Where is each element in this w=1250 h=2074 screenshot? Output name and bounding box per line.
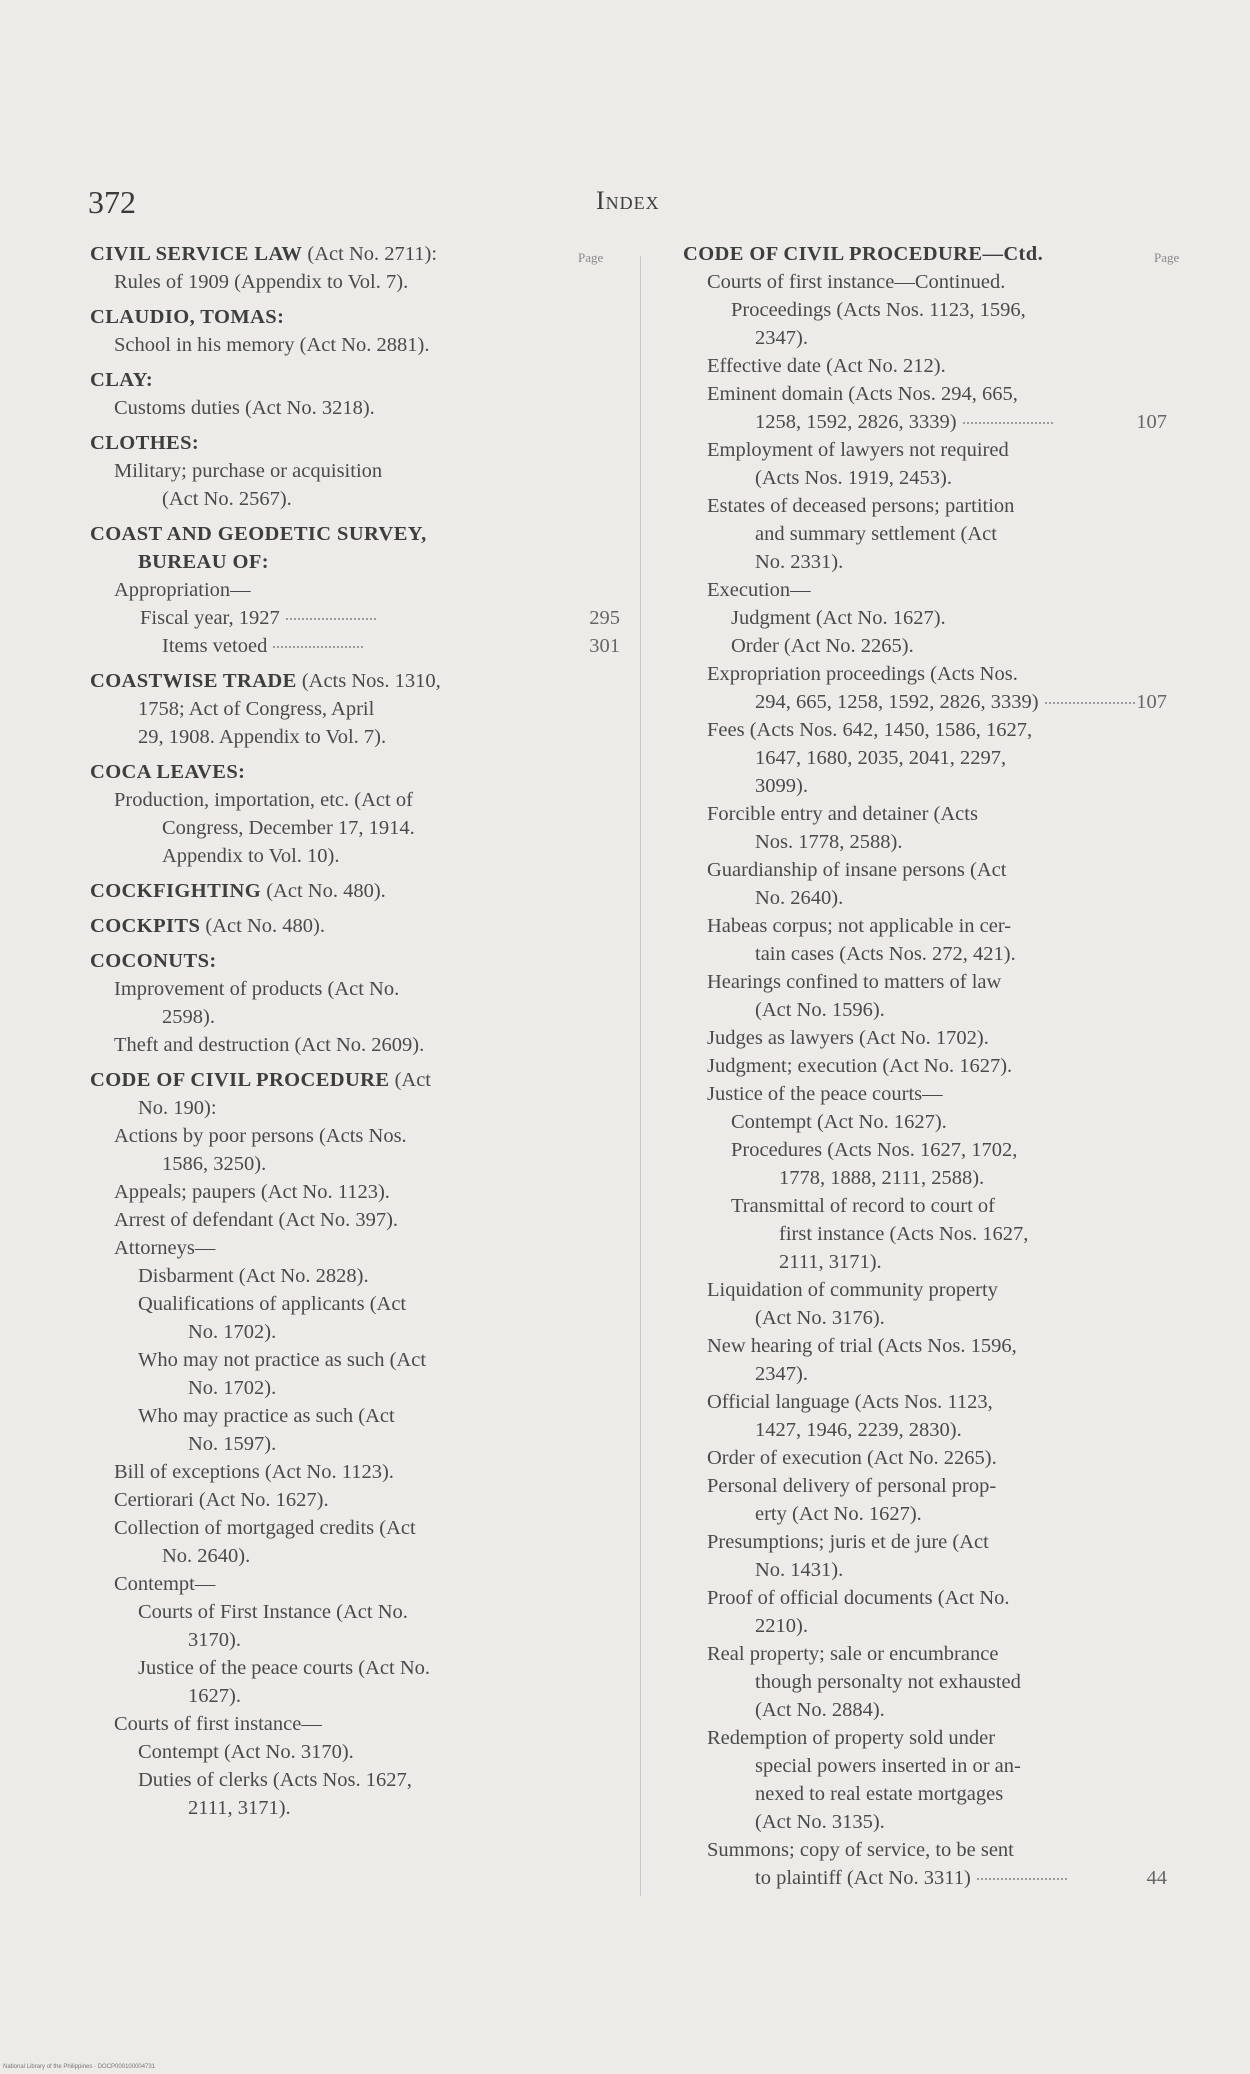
index-line [683, 1276, 1228, 1304]
page-ref: 301 [589, 635, 620, 657]
page-ref: 107 [1136, 411, 1167, 433]
index-line [90, 1402, 635, 1430]
leader-dots [977, 1878, 1067, 1880]
entry-text: Rules of 1909 (Appendix to Vol. 7). [114, 271, 409, 293]
index-line [683, 1668, 1228, 1696]
entry-text: 1427, 1946, 2239, 2830). [755, 1419, 962, 1441]
entry-text: Proceedings (Acts Nos. 1123, 1596, [731, 299, 1026, 321]
right-column [683, 240, 1228, 1899]
entry-text: Redemption of property sold under [707, 1727, 996, 1749]
entry-text: (Act No. 1596). [755, 999, 885, 1021]
entry-heading: CODE OF CIVIL PROCEDURE—Ctd. [683, 243, 1044, 265]
entry-text: Hearings confined to matters of law [707, 971, 1002, 993]
entry-text: School in his memory (Act No. 2881). [114, 334, 430, 356]
index-line [90, 1003, 635, 1031]
entry-text: 3099). [755, 775, 808, 797]
index-line [683, 968, 1228, 996]
entry-text: Appeals; paupers (Act No. 1123). [114, 1181, 390, 1203]
entry-text: Habeas corpus; not applicable in cer- [707, 915, 1012, 937]
entry-text: Employment of lawyers not required [707, 439, 1009, 461]
entry-text: No. 1702). [188, 1321, 277, 1343]
index-line [683, 1416, 1228, 1444]
entry-text: Personal delivery of personal prop- [707, 1475, 997, 1497]
index-line [683, 1024, 1228, 1052]
entry-text: Summons; copy of service, to be sent [707, 1839, 1014, 1861]
index-line [90, 1094, 635, 1122]
entry-text: Items vetoed [162, 635, 268, 657]
entry-heading: CLOTHES: [90, 432, 200, 454]
entry-text: 2347). [755, 327, 808, 349]
index-line [683, 1612, 1228, 1640]
index-line [683, 436, 1228, 464]
index-entry [90, 240, 635, 296]
index-line [90, 877, 635, 905]
index-line [683, 1864, 1228, 1892]
index-line [90, 485, 635, 513]
entry-text: 3170). [188, 1629, 241, 1651]
index-line [683, 940, 1228, 968]
index-line [90, 1430, 635, 1458]
index-line [90, 429, 635, 457]
entry-text: 2111, 3171). [188, 1797, 291, 1819]
index-line [90, 1346, 635, 1374]
leader-dots [273, 646, 363, 648]
footer-credit: National Library of the Philippines · DOCP000100004731 [3, 2064, 156, 2070]
entry-text: No. 2640). [755, 887, 844, 909]
entry-text: Actions by poor persons (Acts Nos. [114, 1125, 407, 1147]
entry-text: Contempt— [114, 1573, 216, 1595]
index-line [683, 884, 1228, 912]
leader-dots [963, 422, 1053, 424]
entry-text: (Acts Nos. 1919, 2453). [755, 467, 953, 489]
index-line [90, 1234, 635, 1262]
leader-dots [286, 618, 376, 620]
index-line [683, 1248, 1228, 1276]
page-number: 372 [88, 184, 136, 220]
page-ref: 44 [1146, 1867, 1167, 1889]
entry-text: New hearing of trial (Acts Nos. 1596, [707, 1335, 1017, 1357]
entry-text: Contempt (Act No. 3170). [138, 1741, 354, 1763]
index-line [683, 828, 1228, 856]
index-line [683, 1640, 1228, 1668]
entry-text: No. 1431). [755, 1559, 844, 1581]
index-line [683, 1780, 1228, 1808]
entry-text: 1778, 1888, 2111, 2588). [779, 1167, 985, 1189]
index-line [90, 1570, 635, 1598]
index-line [90, 975, 635, 1003]
index-line [683, 380, 1228, 408]
entry-text: Courts of First Instance (Act No. [138, 1601, 408, 1623]
index-line [90, 947, 635, 975]
entry-text: special powers inserted in or an- [755, 1755, 1021, 1777]
entry-text: Judgment (Act No. 1627). [731, 607, 946, 629]
index-line [683, 1164, 1228, 1192]
index-line [90, 1318, 635, 1346]
entry-text: (Act No. 2884). [755, 1699, 885, 1721]
index-line [683, 1052, 1228, 1080]
entry-text: Appropriation— [114, 579, 251, 601]
index-line [90, 1598, 635, 1626]
index-line [90, 786, 635, 814]
entry-text: 29, 1908. Appendix to Vol. 7). [138, 726, 387, 748]
index-line [90, 1206, 635, 1234]
entry-text: Order of execution (Act No. 2265). [707, 1447, 997, 1469]
index-line [683, 1808, 1228, 1836]
page-title: Index [596, 186, 660, 215]
entry-text: Estates of deceased persons; partition [707, 495, 1015, 517]
index-line [90, 520, 635, 548]
entry-text: Who may practice as such (Act [138, 1405, 395, 1427]
entry-text: first instance (Acts Nos. 1627, [779, 1223, 1029, 1245]
entry-text: No. 2331). [755, 551, 844, 573]
index-line [90, 576, 635, 604]
index-line [90, 268, 635, 296]
index-entry [90, 667, 635, 751]
left-column [90, 240, 635, 1829]
entry-text: (Act No. 3135). [755, 1811, 885, 1833]
index-line [683, 492, 1228, 520]
index-line [683, 1836, 1228, 1864]
index-line [683, 464, 1228, 492]
index-line [683, 1220, 1228, 1248]
page-ref: 295 [589, 607, 620, 629]
entry-text: No. 1702). [188, 1377, 277, 1399]
entry-heading: CLAUDIO, TOMAS: [90, 306, 285, 328]
index-line [683, 1136, 1228, 1164]
entry-text: (Act No. 2567). [162, 488, 292, 510]
index-entry [90, 877, 635, 905]
entry-heading: COCKFIGHTING (Act No. 480). [90, 880, 386, 902]
entry-heading: COCKPITS (Act No. 480). [90, 915, 325, 937]
index-line [90, 1710, 635, 1738]
index-line [683, 1108, 1228, 1136]
entry-text: Courts of first instance—Continued. [707, 271, 1006, 293]
entry-text: 2347). [755, 1363, 808, 1385]
entry-text: Certiorari (Act No. 1627). [114, 1489, 329, 1511]
index-entry [90, 303, 635, 359]
index-line [90, 1654, 635, 1682]
entry-text: No. 190): [138, 1097, 217, 1119]
entry-text: 1758; Act of Congress, April [138, 698, 375, 720]
entry-text: 1627). [188, 1685, 241, 1707]
entry-text: erty (Act No. 1627). [755, 1503, 922, 1525]
index-line [683, 772, 1228, 800]
index-line [683, 1080, 1228, 1108]
column-page-label-left: Page [578, 250, 604, 265]
index-line [683, 1752, 1228, 1780]
index-line [90, 457, 635, 485]
entry-text: Attorneys— [114, 1237, 216, 1259]
index-line [90, 1738, 635, 1766]
index-entry [90, 1066, 635, 1822]
column-page-label-right: Page [1154, 250, 1180, 265]
index-line [90, 331, 635, 359]
entry-text: Disbarment (Act No. 2828). [138, 1265, 369, 1287]
index-line [90, 1374, 635, 1402]
entry-text: nexed to real estate mortgages [755, 1783, 1004, 1805]
index-entry [90, 912, 635, 940]
index-line [683, 632, 1228, 660]
index-line [683, 716, 1228, 744]
index-line [683, 1360, 1228, 1388]
index-line [683, 660, 1228, 688]
index-line [683, 800, 1228, 828]
index-line [683, 324, 1228, 352]
entry-text: Procedures (Acts Nos. 1627, 1702, [731, 1139, 1018, 1161]
index-line [90, 1542, 635, 1570]
index-line [683, 1724, 1228, 1752]
entry-text: Judgment; execution (Act No. 1627). [707, 1055, 1013, 1077]
entry-heading: COCONUTS: [90, 950, 217, 972]
index-line [683, 1304, 1228, 1332]
index-entry [90, 520, 635, 660]
entry-text: No. 2640). [162, 1545, 251, 1567]
index-line [683, 1388, 1228, 1416]
index-line [90, 1486, 635, 1514]
index-line [683, 240, 1228, 268]
entry-text: Judges as lawyers (Act No. 1702). [707, 1027, 989, 1049]
index-line [683, 1444, 1228, 1472]
index-line [90, 240, 635, 268]
entry-text: Transmittal of record to court of [731, 1195, 995, 1217]
entry-text: and summary settlement (Act [755, 523, 997, 545]
index-line [90, 632, 635, 660]
index-entry [90, 947, 635, 1059]
entry-text: Theft and destruction (Act No. 2609). [114, 1034, 425, 1056]
entry-text: Fiscal year, 1927 [140, 607, 280, 629]
entry-text: 2598). [162, 1006, 215, 1028]
index-line [683, 352, 1228, 380]
entry-heading: CODE OF CIVIL PROCEDURE (Act [90, 1069, 432, 1091]
entry-text: Justice of the peace courts (Act No. [138, 1657, 431, 1679]
index-line [90, 695, 635, 723]
index-line [683, 1472, 1228, 1500]
entry-text: Forcible entry and detainer (Acts [707, 803, 978, 825]
entry-text: though personalty not exhausted [755, 1671, 1021, 1693]
index-line [683, 548, 1228, 576]
index-line [90, 366, 635, 394]
entry-text: Guardianship of insane persons (Act [707, 859, 1007, 881]
index-line [90, 1150, 635, 1178]
entry-heading: COASTWISE TRADE (Acts Nos. 1310, [90, 670, 441, 692]
entry-text: No. 1597). [188, 1433, 277, 1455]
entry-text: Nos. 1778, 2588). [755, 831, 903, 853]
index-line [683, 408, 1228, 436]
entry-text: BUREAU OF: [138, 551, 269, 573]
index-line [90, 1178, 635, 1206]
index-line [683, 856, 1228, 884]
index-line [683, 1332, 1228, 1360]
entry-text: Expropriation proceedings (Acts Nos. [707, 663, 1018, 685]
entry-heading: COAST AND GEODETIC SURVEY, [90, 523, 427, 545]
entry-text: Arrest of defendant (Act No. 397). [114, 1209, 399, 1231]
entry-text: Military; purchase or acquisition [114, 460, 383, 482]
index-line [683, 1528, 1228, 1556]
index-line [90, 1262, 635, 1290]
index-line [90, 667, 635, 695]
index-entry [683, 240, 1228, 1892]
entry-text: Effective date (Act No. 212). [707, 355, 946, 377]
entry-text: Execution— [707, 579, 811, 601]
entry-text: Real property; sale or encumbrance [707, 1643, 999, 1665]
index-line [90, 1682, 635, 1710]
index-entry [90, 758, 635, 870]
entry-text: Liquidation of community property [707, 1279, 998, 1301]
index-line [683, 576, 1228, 604]
index-line [683, 1500, 1228, 1528]
entry-text: Production, importation, etc. (Act of [114, 789, 413, 811]
index-line [90, 1794, 635, 1822]
entry-text: 1647, 1680, 2035, 2041, 2297, [755, 747, 1007, 769]
index-line [683, 744, 1228, 772]
index-line [683, 912, 1228, 940]
index-line [683, 604, 1228, 632]
entry-text: Eminent domain (Acts Nos. 294, 665, [707, 383, 1018, 405]
entry-text: Bill of exceptions (Act No. 1123). [114, 1461, 394, 1483]
page-ref: 107 [1136, 691, 1167, 713]
index-line [90, 758, 635, 786]
index-line [683, 1696, 1228, 1724]
index-line [90, 303, 635, 331]
entry-text: 2111, 3171). [779, 1251, 882, 1273]
index-line [90, 1626, 635, 1654]
index-line [683, 688, 1228, 716]
entry-text: Collection of mortgaged credits (Act [114, 1517, 416, 1539]
column-divider [640, 256, 641, 1896]
entry-text: 1258, 1592, 2826, 3339) [755, 411, 957, 433]
entry-text: Order (Act No. 2265). [731, 635, 914, 657]
entry-text: 1586, 3250). [162, 1153, 267, 1175]
index-entry [90, 366, 635, 422]
index-line [90, 723, 635, 751]
index-line [90, 1066, 635, 1094]
index-line [90, 1458, 635, 1486]
entry-text: Courts of first instance— [114, 1713, 322, 1735]
entry-text: Improvement of products (Act No. [114, 978, 400, 1000]
index-line [683, 1192, 1228, 1220]
entry-text: Who may not practice as such (Act [138, 1349, 427, 1371]
index-line [90, 604, 635, 632]
index-line [90, 1514, 635, 1542]
index-line [90, 1031, 635, 1059]
entry-text: Fees (Acts Nos. 642, 1450, 1586, 1627, [707, 719, 1033, 741]
index-line [683, 296, 1228, 324]
entry-text: Presumptions; juris et de jure (Act [707, 1531, 989, 1553]
index-line [683, 268, 1228, 296]
entry-text: Duties of clerks (Acts Nos. 1627, [138, 1769, 412, 1791]
leader-dots [1045, 702, 1135, 704]
index-line [90, 548, 635, 576]
index-entry [90, 429, 635, 513]
entry-text: Official language (Acts Nos. 1123, [707, 1391, 993, 1413]
index-line [683, 1556, 1228, 1584]
entry-text: (Act No. 3176). [755, 1307, 885, 1329]
index-line [90, 814, 635, 842]
index-line [90, 1766, 635, 1794]
index-line [683, 1584, 1228, 1612]
entry-text: to plaintiff (Act No. 3311) [755, 1867, 971, 1889]
entry-heading: COCA LEAVES: [90, 761, 246, 783]
entry-text: Contempt (Act No. 1627). [731, 1111, 947, 1133]
index-line [90, 1122, 635, 1150]
index-line [683, 996, 1228, 1024]
entry-text: Proof of official documents (Act No. [707, 1587, 1010, 1609]
index-line [90, 394, 635, 422]
entry-text: Congress, December 17, 1914. [162, 817, 415, 839]
entry-text: Appendix to Vol. 10). [162, 845, 340, 867]
entry-text: tain cases (Acts Nos. 272, 421). [755, 943, 1016, 965]
entry-text: 294, 665, 1258, 1592, 2826, 3339) [755, 691, 1039, 713]
index-line [683, 520, 1228, 548]
entry-heading: CLAY: [90, 369, 154, 391]
entry-heading: CIVIL SERVICE LAW (Act No. 2711): [90, 243, 438, 265]
index-line [90, 1290, 635, 1318]
entry-text: Justice of the peace courts— [707, 1083, 943, 1105]
entry-text: Qualifications of applicants (Act [138, 1293, 407, 1315]
index-line [90, 842, 635, 870]
entry-text: 2210). [755, 1615, 808, 1637]
entry-text: Customs duties (Act No. 3218). [114, 397, 375, 419]
index-line [90, 912, 635, 940]
